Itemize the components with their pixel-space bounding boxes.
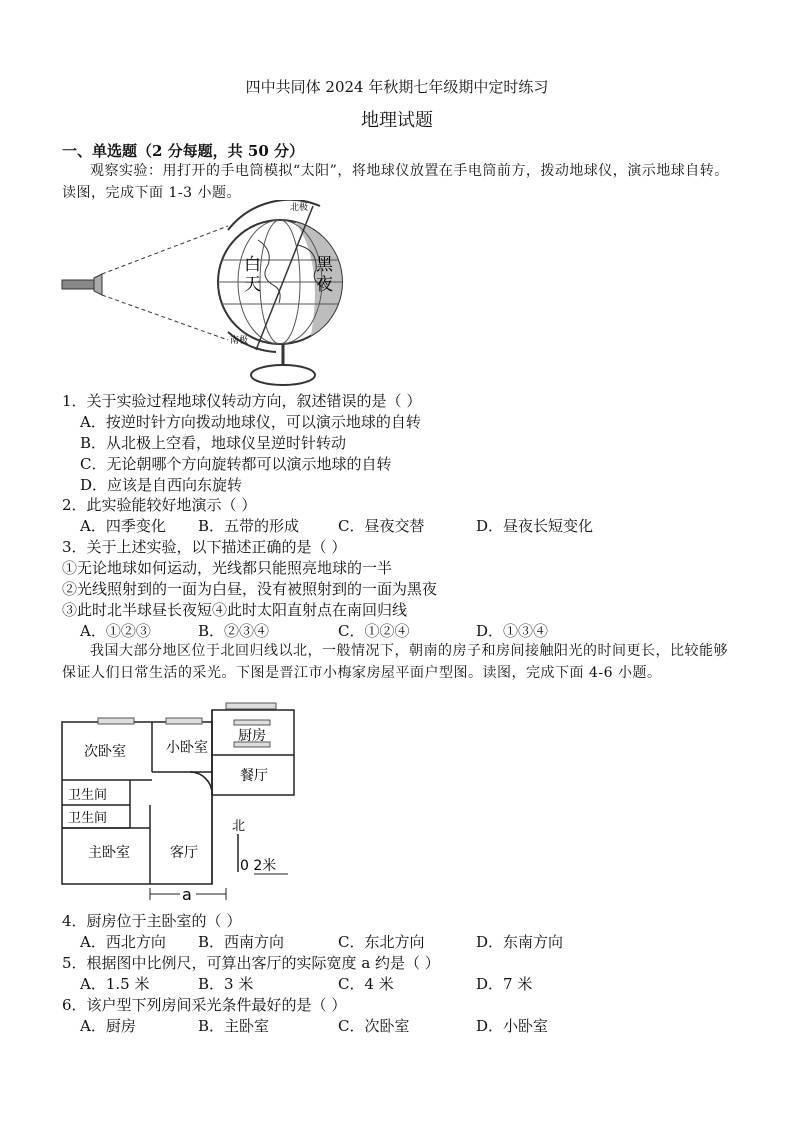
question-1-stem: 1．关于实验过程地球仪转动方向，叙述错误的是（ ） (62, 392, 422, 410)
floorplan-figure (58, 700, 318, 905)
exam-school-title: 四中共同体 2024 年秋期七年级期中定时练习 (245, 78, 549, 96)
night-label-1: 黑 (316, 255, 333, 275)
question-3-stem: 3．关于上述实验，以下描述正确的是（ ） (62, 538, 347, 556)
room-dining: 餐厅 (240, 768, 268, 784)
q3-option-a: A．①②③ (80, 622, 151, 640)
q3-statement-2: ②光线照射到的一面为白昼，没有被照射到的一面为黑夜 (62, 580, 438, 598)
q4-option-d: D．东南方向 (476, 933, 564, 951)
q4-option-a: A．西北方向 (80, 933, 166, 951)
q6-option-d: D．小卧室 (476, 1017, 549, 1035)
q2-option-d: D．昼夜长短变化 (476, 517, 594, 535)
q6-option-a: A．厨房 (80, 1017, 136, 1035)
globe-figure (58, 200, 368, 390)
north-arrow-label: 北 (232, 819, 246, 834)
night-label-2: 夜 (316, 275, 333, 295)
day-label-1: 白 (244, 255, 261, 275)
room-master-bedroom: 主卧室 (88, 845, 130, 861)
q3-option-d: D．①③④ (476, 622, 549, 640)
q1-option-c: C．无论朝哪个方向旋转都可以演示地球的自转 (80, 455, 392, 473)
q2-option-b: B．五带的形成 (198, 517, 300, 535)
exam-subject-title: 地理试题 (361, 110, 433, 131)
question-4-stem: 4．厨房位于主卧室的（ ） (62, 912, 242, 930)
q1-option-d: D．应该是自西向东旋转 (80, 476, 243, 494)
q2-option-a: A．四季变化 (80, 517, 166, 535)
q2-option-c: C．昼夜交替 (338, 517, 425, 535)
day-label-2: 天 (244, 275, 261, 295)
q1-option-b: B．从北极上空看，地球仪呈逆时针转动 (80, 434, 347, 452)
scale-label: 0 2米 (240, 858, 277, 874)
width-a-label: a (182, 885, 192, 904)
q6-option-c: C．次卧室 (338, 1017, 410, 1035)
q1-option-a: A．按逆时针方向拨动地球仪，可以演示地球的自转 (80, 413, 421, 431)
room-kitchen: 厨房 (238, 728, 266, 744)
q5-option-b: B．3 米 (198, 975, 254, 993)
question-5-stem: 5．根据图中比例尺，可算出客厅的实际宽度 a 约是（ ） (62, 954, 440, 972)
north-pole-label: 北极 (290, 203, 309, 213)
room-living: 客厅 (170, 845, 198, 861)
flashlight-icon (62, 280, 94, 289)
section-heading: 一、单选题（2 分每题，共 50 分） (62, 142, 304, 160)
question-6-stem: 6．该户型下列房间采光条件最好的是（ ） (62, 996, 347, 1014)
q3-statement-3-4: ③此时北半球昼长夜短④此时太阳直射点在南回归线 (62, 601, 408, 619)
q5-option-c: C．4 米 (338, 975, 394, 993)
room-bathroom-2: 卫生间 (68, 811, 108, 826)
room-bathroom-1: 卫生间 (68, 788, 108, 803)
q3-statement-1: ①无论地球如何运动，光线都只能照亮地球的一半 (62, 559, 393, 577)
q6-option-b: B．主卧室 (198, 1017, 270, 1035)
room-small-bedroom: 小卧室 (166, 740, 208, 756)
room-second-bedroom: 次卧室 (84, 744, 126, 760)
q5-option-d: D．7 米 (476, 975, 533, 993)
q4-option-b: B．西南方向 (198, 933, 285, 951)
q3-option-b: B．②③④ (198, 622, 270, 640)
south-pole-label: 南极 (230, 336, 249, 346)
q4-option-c: C．东北方向 (338, 933, 425, 951)
question-2-stem: 2．此实验能较好地演示（ ） (62, 496, 257, 514)
q5-option-a: A．1.5 米 (80, 975, 150, 993)
intro-paragraph-2: 我国大部分地区位于北回归线以北，一般情况下，朝南的房子和房间接触阳光的时间更长，比较能够保证人们日常生活的采光。下图是晋江市小梅家房屋平面户型图。读图，完成下面 4-6 小题。 (62, 643, 728, 681)
q3-option-c: C．①②④ (338, 622, 410, 640)
intro-paragraph-1: 观察实验：用打开的手电筒模拟“太阳”，将地球仪放置在手电筒前方，拨动地球仪，演示地球自转。读图，完成下面 1-3 小题。 (62, 163, 729, 201)
